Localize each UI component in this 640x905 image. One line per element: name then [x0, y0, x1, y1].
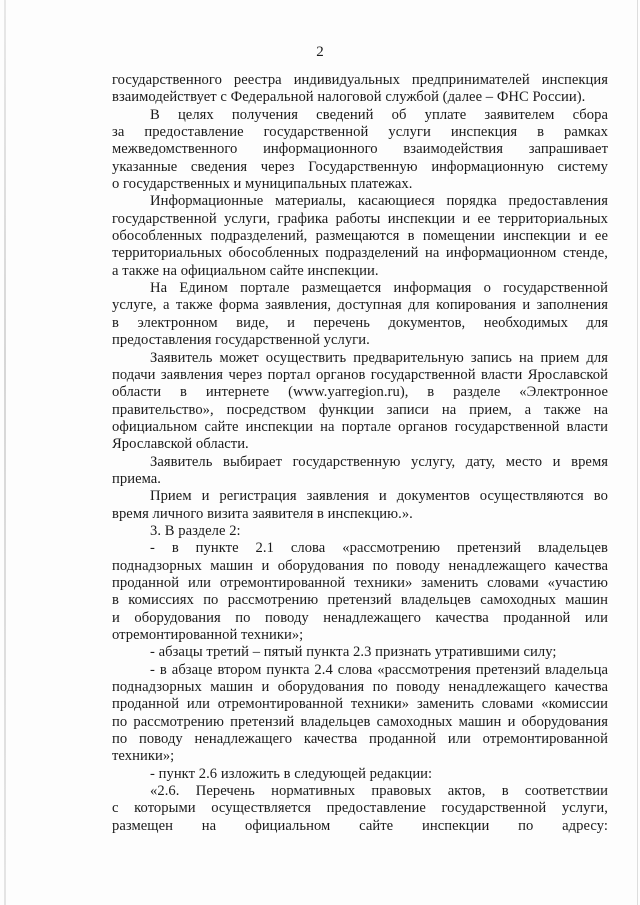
text-line: за предоставление государственной услуги инспекция в рамках [112, 124, 608, 141]
text-line: а также на официальном сайте инспекции. [112, 262, 379, 279]
paragraph [112, 350, 608, 454]
text-line: подачи заявления через портал органов государственной власти Ярославской [112, 366, 608, 383]
page-number: 2 [316, 44, 324, 60]
paragraph [112, 72, 608, 107]
document-body [112, 72, 608, 835]
text-line: поднадзорных машин и оборудования по поводу ненадлежащего качества [112, 557, 608, 574]
text-line: Прием и регистрация заявления и документов осуществляются во [150, 488, 608, 505]
text-line: отремонтированной техники»; [112, 627, 304, 643]
text-line: территориальных обособленных подразделений на информационном стенде, [112, 245, 608, 262]
text-line: указанные сведения через Государственную информационную систему [112, 158, 608, 175]
text-line: о государственных и муниципальных платежах. [112, 176, 413, 193]
paragraph [112, 644, 608, 661]
text-line: взаимодействует с Федеральной налоговой службой (далее – ФНС России). [112, 89, 586, 106]
text-line: поднадзорных машин и оборудования по поводу ненадлежащего качества [112, 679, 608, 696]
scan-left-edge [4, 0, 6, 905]
paragraph [112, 766, 608, 783]
text-line: по рассмотрению претензий владельцев самоходных машин и оборудования [112, 713, 608, 730]
text-line: - пункт 2.6 изложить в следующей редакции: [150, 765, 433, 782]
text-line: 3. В разделе 2: [150, 522, 241, 539]
text-line: размещен на официальном сайте инспекции по адресу: [112, 817, 608, 834]
text-line: с которыми осуществляется предоставление государственной услуги, [112, 800, 608, 817]
text-line: правительство», посредством функции записи на прием, а также на [112, 401, 608, 418]
text-line: время личного визита заявителя в инспекцию.». [112, 505, 413, 522]
text-line: Информационные материалы, касающиеся порядка предоставления [150, 193, 608, 210]
text-line: - в абзаце втором пункта 2.4 слова «рассмотрения претензий владельца [150, 661, 608, 678]
text-line: проданной или отремонтированной техники» заменить словами «комиссии [112, 696, 608, 713]
text-line: техники»; [112, 748, 175, 765]
text-line: На Едином портале размещается информация о государственной [150, 280, 608, 297]
text-line: и оборудования по поводу ненадлежащего качества проданной или [112, 609, 608, 626]
text-line: Заявитель выбирает государственную услугу, дату, место и время [150, 453, 608, 470]
paragraph [112, 280, 608, 349]
text-line: в электронном виде, и перечень документов, необходимых для [112, 314, 608, 331]
text-line: обособленных подразделений, размещаются в помещении инспекции и ее [112, 228, 608, 245]
text-line: области в интернете (www.yarregion.ru), в разделе «Электронное [112, 384, 608, 401]
paragraph [112, 454, 608, 489]
text-line: межведомственного информационного взаимодействия запрашивает [112, 141, 608, 158]
scan-right-edge [637, 0, 638, 905]
text-line: - в пункте 2.1 слова «рассмотрению претензий владельцев [150, 540, 608, 557]
paragraph [112, 193, 608, 280]
paragraph [112, 523, 608, 540]
paragraph [112, 107, 608, 194]
text-line: по поводу ненадлежащего качества проданной или отремонтированной [112, 731, 608, 748]
paragraph [112, 662, 608, 766]
text-line: Ярославской области. [112, 436, 249, 453]
paragraph [112, 540, 608, 644]
paragraph [112, 488, 608, 523]
text-line: предоставления государственной услуги. [112, 332, 370, 349]
text-line: В целях получения сведений об уплате заявителем сбора [150, 106, 608, 123]
text-line: официальном сайте инспекции на портале органов государственной власти [112, 418, 608, 435]
text-line: Заявитель может осуществить предварительную запись на прием для [150, 349, 608, 366]
text-line: «2.6. Перечень нормативных правовых актов, в соответствии [150, 783, 608, 800]
text-line: государственной услуги, графика работы инспекции и ее территориальных [112, 210, 608, 227]
text-line: в комиссиях по рассмотрению претензий владельцев самоходных машин [112, 592, 608, 609]
text-line: - абзацы третий – пятый пункта 2.3 признать утратившими силу; [150, 644, 557, 661]
text-line: приема. [112, 470, 162, 487]
text-line: проданной или отремонтированной техники» заменить словами «участию [112, 574, 608, 591]
paragraph [112, 783, 608, 835]
text-line: услуге, а также форма заявления, доступная для копирования и заполнения [112, 297, 608, 314]
text-line: государственного реестра индивидуальных предпринимателей инспекция [112, 72, 608, 88]
